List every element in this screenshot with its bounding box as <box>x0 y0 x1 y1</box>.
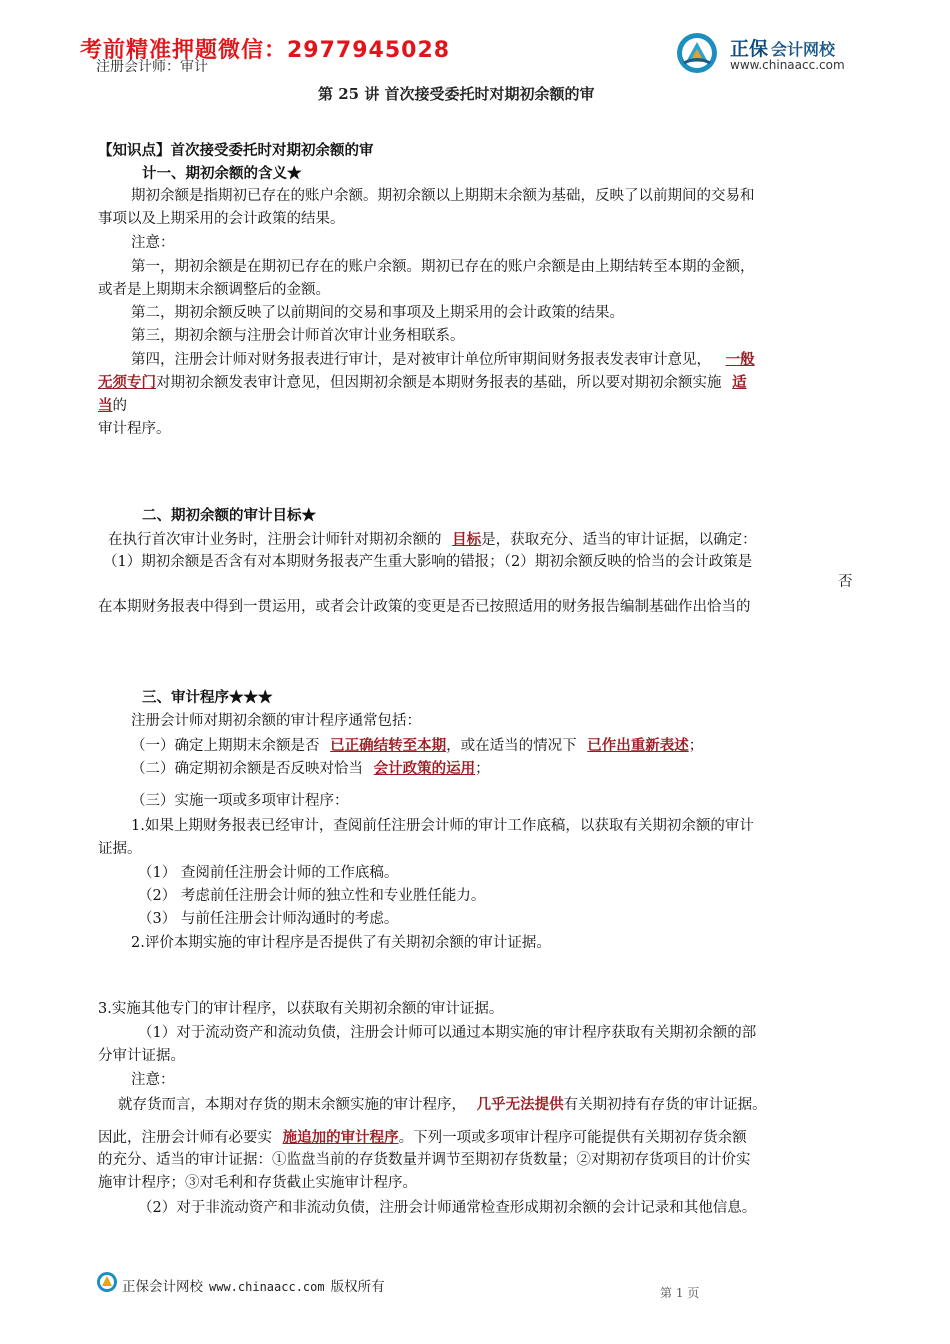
s3-s1-1: （1） 查阅前任注册会计师的工作底稿。 <box>138 865 399 881</box>
s2-p3: 在本期财务报表中得到一贯运用，或者会计政策的变更是否已按照适用的财务报告编制基础作出恰当的 <box>98 599 751 615</box>
s1-note: 注意： <box>131 235 175 251</box>
s3-note: 注意： <box>131 1072 175 1088</box>
section3-heading: 三、审计程序★★★ <box>142 689 273 706</box>
s1-n4c: 当的 <box>98 397 127 414</box>
s2-p2: （1）期初余额是否含有对本期财务报表产生重大影响的错报；（2）期初余额反映的恰当的会计政策是 <box>103 554 753 570</box>
s1-n1: 第一，期初余额是在期初已存在的账户余额。期初已存在的账户余额是由上期结转至本期的金额， <box>131 259 755 275</box>
lecture-title: 第 25 讲 首次接受委托时对期初余额的审 <box>318 85 595 103</box>
s3-i2: （二）确定期初余额是否反映对恰当 会计政策的运用； <box>131 760 490 777</box>
s3-s3-1b: 分审计证据。 <box>98 1048 185 1064</box>
s3-i3: （三）实施一项或多项审计程序： <box>131 793 349 809</box>
footer-logo-icon <box>96 1271 118 1293</box>
section1-heading: 计一、期初余额的含义★ <box>142 165 302 182</box>
s3-s1-2: （2） 考虑前任注册会计师的独立性和专业胜任能力。 <box>138 888 486 904</box>
s3-s3-2: （2）对于非流动资产和非流动负债，注册会计师通常检查形成期初余额的会计记录和其他信息。 <box>138 1200 757 1216</box>
s1-n4: 第四，注册会计师对财务报表进行审计，是对被审计单位所审期间财务报表发表审计意见， 一般 <box>131 351 755 368</box>
footer-copyright: 正保会计网校 www.chinaacc.com 版权所有 <box>122 1279 385 1295</box>
logo-icon <box>676 32 718 74</box>
logo-url: www.chinaacc.com <box>730 58 845 72</box>
course-subtitle: 注册会计师：审计 <box>96 59 208 75</box>
s2-p1: 在执行首次审计业务时，注册会计师针对期初余额的 目标是，获取充分、适当的审计证据，以确定： <box>108 531 757 548</box>
s3-thus: 因此，注册会计师有必要实 施追加的审计程序。下列一项或多项审计程序可能提供有关期初存货余额 <box>98 1129 747 1146</box>
s3-s3: 3.实施其他专门的审计程序，以获取有关期初余额的审计证据。 <box>98 1001 504 1017</box>
s3-s2: 2.评价本期实施的审计程序是否提供了有关期初余额的审计证据。 <box>131 935 551 951</box>
s2-p2b: 否 <box>838 574 853 590</box>
s3-intro: 注册会计师对期初余额的审计程序通常包括： <box>131 713 421 729</box>
s3-i1: （一）确定上期期末余额是否 已正确结转至本期，或在适当的情况下 已作出重新表述； <box>131 737 704 754</box>
s1-n3: 第三，期初余额与注册会计师首次审计业务相联系。 <box>131 328 465 344</box>
s1-n1b: 或者是上期期末余额调整后的金额。 <box>98 282 330 298</box>
section2-heading: 二、期初余额的审计目标★ <box>142 507 316 524</box>
s3-s1: 1.如果上期财务报表已经审计，查阅前任注册会计师的审计工作底稿，以获取有关期初余额的审计 <box>131 818 754 834</box>
page-number: 第 1 页 <box>660 1286 700 1300</box>
s1-n4b: 无须专门对期初余额发表审计意见，但因期初余额是本期财务报表的基础，所以要对期初余额实施 适 <box>98 374 747 391</box>
s1-n4d: 审计程序。 <box>98 421 171 437</box>
s3-thus3: 施审计程序；③对毛利和存货截止实施审计程序。 <box>98 1175 417 1191</box>
s3-s1b: 证据。 <box>98 841 142 857</box>
knowledge-point-title: 【知识点】首次接受委托时对期初余额的审 <box>98 142 374 159</box>
s3-s1-3: （3） 与前任注册会计师沟通时的考虑。 <box>138 911 399 927</box>
s3-thus2: 的充分、适当的审计证据：①监盘当前的存货数量并调节至期初存货数量；②对期初存货项目的计价实 <box>98 1152 751 1168</box>
s1-p1b: 事项以及上期采用的会计政策的结果。 <box>98 211 345 227</box>
s3-s3-1: （1）对于流动资产和流动负债，注册会计师可以通过本期实施的审计程序获取有关期初余额的部 <box>138 1025 757 1041</box>
s3-inventory: 就存货而言，本期对存货的期末余额实施的审计程序， 几乎无法提供有关期初持有存货的审计证据。 <box>118 1096 767 1113</box>
s1-p1: 期初余额是指期初已存在的账户余额。期初余额以上期期末余额为基础，反映了以前期间的交易和 <box>131 188 755 204</box>
logo-name: 正保 会计网校 <box>730 38 836 60</box>
s1-n2: 第二，期初余额反映了以前期间的交易和事项及上期采用的会计政策的结果。 <box>131 305 624 321</box>
promo-banner: 考前精准押题微信：2977945028 <box>80 38 451 63</box>
